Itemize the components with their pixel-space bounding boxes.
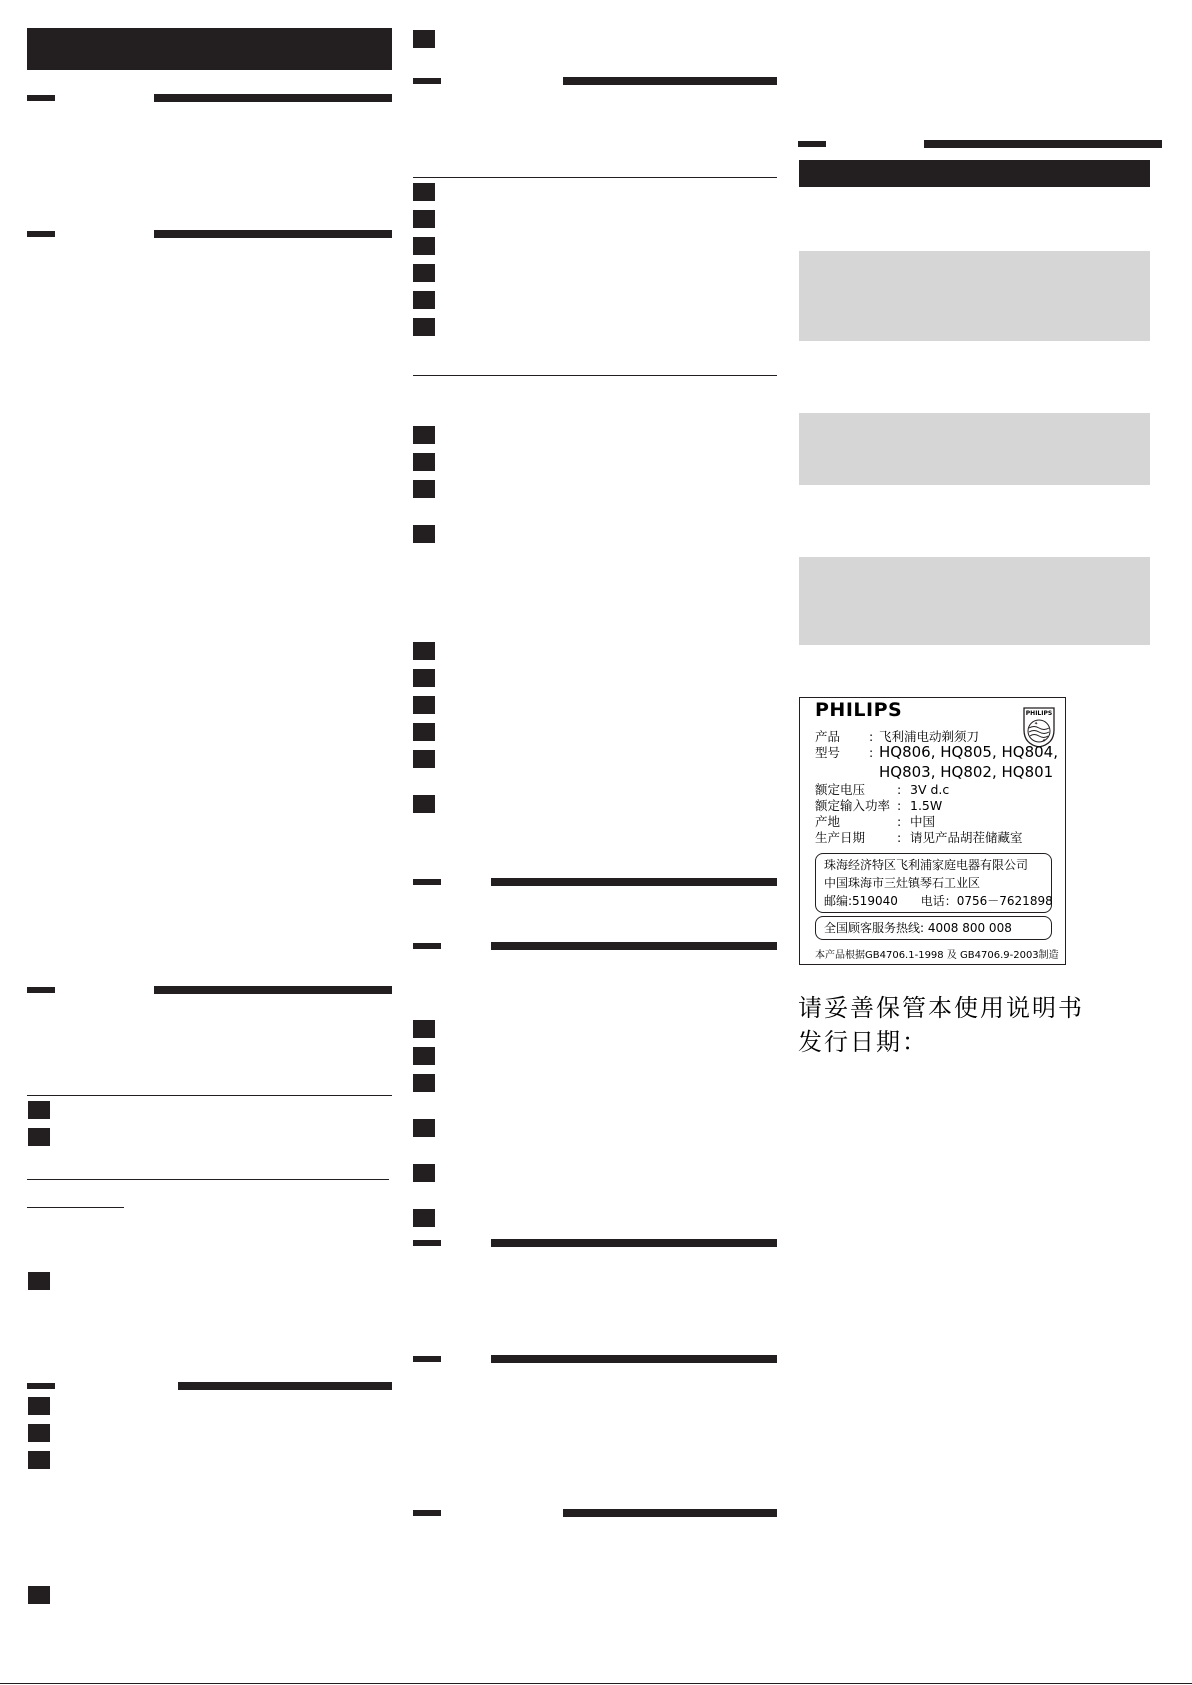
section-header-rule — [154, 230, 392, 238]
step-marker — [413, 291, 435, 309]
label-separator: : — [897, 814, 902, 829]
step-marker — [413, 480, 435, 498]
step-marker — [28, 1128, 50, 1146]
section-header-rule — [154, 986, 392, 994]
note-box — [799, 557, 1150, 645]
step-marker — [28, 1424, 50, 1442]
keep-manual-note: 请妥善保管本使用说明书 — [798, 994, 1084, 1022]
step-marker — [28, 1101, 50, 1119]
section-header-rule — [491, 1239, 777, 1247]
hotline-box — [815, 916, 1052, 940]
company-contact: 邮编:519040 电话：0756－7621898 — [824, 894, 1053, 908]
section-header-marker — [27, 231, 55, 237]
section-header-marker — [413, 1356, 441, 1362]
section-header-rule — [563, 77, 777, 85]
svg-text:✦: ✦ — [1042, 738, 1047, 744]
divider — [27, 1179, 389, 1180]
company-address: 中国珠海市三灶镇琴石工业区 — [824, 876, 981, 890]
step-marker — [413, 723, 435, 741]
label-value: HQ806, HQ805, HQ804, — [879, 743, 1058, 761]
section-header-marker — [413, 78, 441, 84]
section-header-marker — [413, 879, 441, 885]
section-header-rule — [924, 140, 1162, 148]
section-header-rule — [154, 94, 392, 102]
step-marker — [413, 1209, 435, 1227]
section-header-marker — [413, 1510, 441, 1516]
section-header-rule — [178, 1382, 392, 1390]
step-marker — [413, 30, 435, 48]
step-marker — [413, 1047, 435, 1065]
step-marker — [413, 1020, 435, 1038]
label-value: 飞利浦电动剃须刀 — [879, 729, 980, 744]
step-marker — [28, 1272, 50, 1290]
title-bar — [27, 28, 392, 70]
hotline-text: 全国顾客服务热线: 4008 800 008 — [824, 921, 1012, 935]
step-marker — [413, 642, 435, 660]
label-key: 生产日期 — [815, 830, 866, 845]
section-header-marker — [27, 1383, 55, 1389]
label-value: 中国 — [910, 814, 936, 829]
section-header-marker — [27, 987, 55, 993]
bottom-trim-line — [0, 1683, 1192, 1684]
divider — [27, 1207, 124, 1208]
brand-logo: PHILIPS — [815, 699, 903, 721]
label-row-origin — [815, 814, 936, 830]
step-marker — [413, 426, 435, 444]
step-marker — [28, 1397, 50, 1415]
label-value: 1.5W — [910, 798, 943, 813]
step-marker — [413, 183, 435, 201]
step-marker — [413, 669, 435, 687]
warning-title-bar — [799, 160, 1150, 187]
standard-note: 本产品根据GB4706.1-1998 及 GB4706.9-2003制造 — [815, 950, 1059, 961]
step-marker — [413, 525, 435, 543]
step-marker — [413, 237, 435, 255]
label-key: 额定电压 — [815, 782, 866, 797]
shield-text: PHILIPS — [1025, 710, 1053, 717]
label-separator: : — [897, 782, 902, 797]
step-marker — [413, 696, 435, 714]
step-marker — [413, 795, 435, 813]
step-marker — [413, 318, 435, 336]
step-marker — [28, 1586, 50, 1604]
label-key: 产地 — [815, 814, 841, 829]
note-box — [799, 413, 1150, 485]
label-key: 型号 — [815, 745, 841, 760]
divider — [413, 177, 777, 178]
label-row-product — [815, 729, 980, 745]
step-marker — [413, 1119, 435, 1137]
label-key: 产品 — [815, 729, 841, 744]
label-row-voltage — [815, 782, 950, 798]
product-label — [799, 697, 1066, 965]
section-header-marker — [27, 95, 55, 101]
label-row-model — [815, 743, 1058, 761]
company-name: 珠海经济特区飞利浦家庭电器有限公司 — [824, 858, 1029, 872]
step-marker — [413, 1074, 435, 1092]
label-value: 请见产品胡茬储藏室 — [910, 830, 1023, 845]
label-separator: : — [897, 798, 902, 813]
step-marker — [28, 1451, 50, 1469]
philips-shield-icon — [1022, 706, 1056, 748]
step-marker — [413, 750, 435, 768]
step-marker — [413, 1164, 435, 1182]
step-marker — [413, 210, 435, 228]
label-row-date — [815, 830, 1023, 846]
section-header-marker — [413, 1240, 441, 1246]
section-header-rule — [491, 942, 777, 950]
label-value: 3V d.c — [910, 782, 950, 797]
section-header-rule — [563, 1509, 777, 1517]
label-row-power — [815, 798, 943, 814]
label-key: 额定输入功率 — [815, 798, 891, 813]
svg-text:✦: ✦ — [1034, 721, 1039, 727]
section-header-marker — [798, 141, 826, 147]
label-separator: : — [869, 729, 874, 744]
step-marker — [413, 264, 435, 282]
note-box — [799, 251, 1150, 341]
divider — [413, 375, 777, 376]
company-address-box — [815, 853, 1052, 913]
section-header-rule — [491, 878, 777, 886]
step-marker — [413, 453, 435, 471]
divider — [27, 1095, 392, 1096]
issue-date: 发行日期： — [798, 1028, 928, 1056]
label-separator: : — [869, 745, 874, 760]
label-separator: : — [897, 830, 902, 845]
label-value: HQ803, HQ802, HQ801 — [879, 763, 1054, 781]
section-header-rule — [491, 1355, 777, 1363]
section-header-marker — [413, 943, 441, 949]
